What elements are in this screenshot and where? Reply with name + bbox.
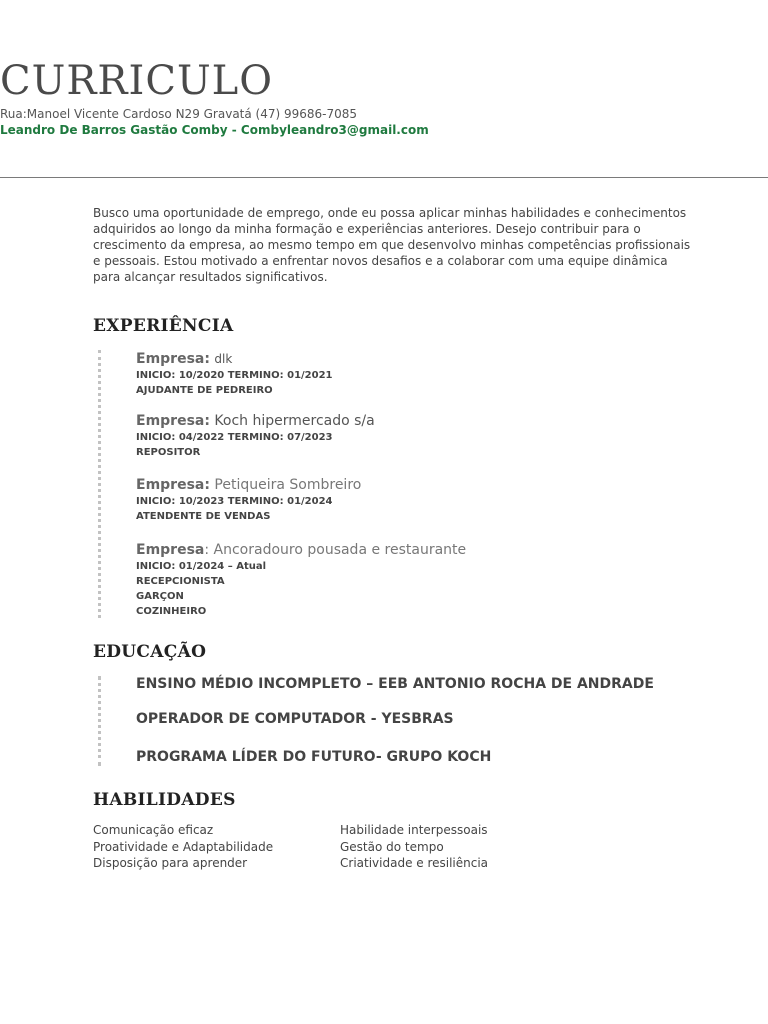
- job-period: INICIO: 01/2024 – Atual: [136, 561, 267, 572]
- company-name: Petiqueira Sombreiro: [214, 477, 362, 493]
- company-line: [136, 350, 696, 368]
- skill-item: Comunicação eficaz: [93, 823, 214, 837]
- job-period: INICIO: 10/2020 TERMINO: 01/2021: [136, 370, 333, 381]
- skill-item: Gestão do tempo: [340, 839, 444, 854]
- experience-item: [136, 412, 696, 460]
- skills-heading: HABILIDADES: [93, 790, 236, 810]
- skill-item: Criatividade e resiliência: [340, 856, 489, 870]
- header-divider: [0, 177, 768, 178]
- company-label: Empresa: [136, 542, 205, 558]
- job-role: RECEPCIONISTA: [136, 576, 225, 587]
- experience-item: [136, 350, 696, 398]
- job-period: INICIO: 10/2023 TERMINO: 01/2024: [136, 496, 333, 507]
- objective-paragraph: Busco uma oportunidade de emprego, onde eu possa aplicar minhas habilidades e conhecimentos adquiridos ao longo da minha formação e experiências anteriores. Desejo contribuir para o crescimento da empresa, ao mesmo tempo em que desenvolvo minhas competências profissionais e pessoais. Estou motivado a enfrentar novos desafios e a colaborar com uma equipe dinâmica para alcançar resultados significativos.: [93, 206, 691, 284]
- experience-item: [136, 476, 696, 524]
- education-heading: EDUCAÇÃO: [93, 642, 207, 662]
- education-timeline: [98, 676, 101, 766]
- company-name: Koch hipermercado s/a: [214, 413, 375, 429]
- skill-item: Disposição para aprender: [93, 856, 248, 870]
- company-name: : Ancoradouro pousada e restaurante: [204, 542, 467, 558]
- job-period: INICIO: 04/2022 TERMINO: 07/2023: [136, 432, 333, 443]
- education-item: PROGRAMA LÍDER DO FUTURO- GRUPO KOCH: [136, 749, 492, 765]
- skill-item: Proatividade e Adaptabilidade: [93, 839, 274, 854]
- company-name: dlk: [214, 352, 233, 366]
- job-role: AJUDANTE DE PEDREIRO: [136, 385, 273, 396]
- company-line: [136, 476, 696, 494]
- company-label: Empresa:: [136, 477, 210, 493]
- contact-line: Leandro De Barros Gastão Comby - Combyleandro3@gmail.com: [0, 123, 429, 137]
- education-item: OPERADOR DE COMPUTADOR - YESBRAS: [136, 711, 454, 727]
- experience-heading: EXPERIÊNCIA: [93, 316, 234, 336]
- page-title: CURRICULO: [0, 58, 274, 104]
- job-role: COZINHEIRO: [136, 606, 207, 617]
- company-line: [136, 541, 696, 559]
- company-line: [136, 412, 696, 430]
- skills-column-left: [93, 822, 273, 872]
- job-role: ATENDENTE DE VENDAS: [136, 511, 271, 522]
- experience-item: [136, 541, 696, 619]
- job-role: REPOSITOR: [136, 447, 201, 458]
- experience-timeline: [98, 350, 101, 618]
- company-label: Empresa:: [136, 413, 210, 429]
- job-role: GARÇON: [136, 591, 184, 602]
- skills-column-right: [340, 822, 488, 872]
- skill-item: Habilidade interpessoais: [340, 823, 488, 837]
- education-item: ENSINO MÉDIO INCOMPLETO – EEB ANTONIO ROCHA DE ANDRADE: [136, 676, 654, 692]
- company-label: Empresa:: [136, 351, 210, 367]
- address-line: Rua:Manoel Vicente Cardoso N29 Gravatá (47) 99686-7085: [0, 107, 358, 121]
